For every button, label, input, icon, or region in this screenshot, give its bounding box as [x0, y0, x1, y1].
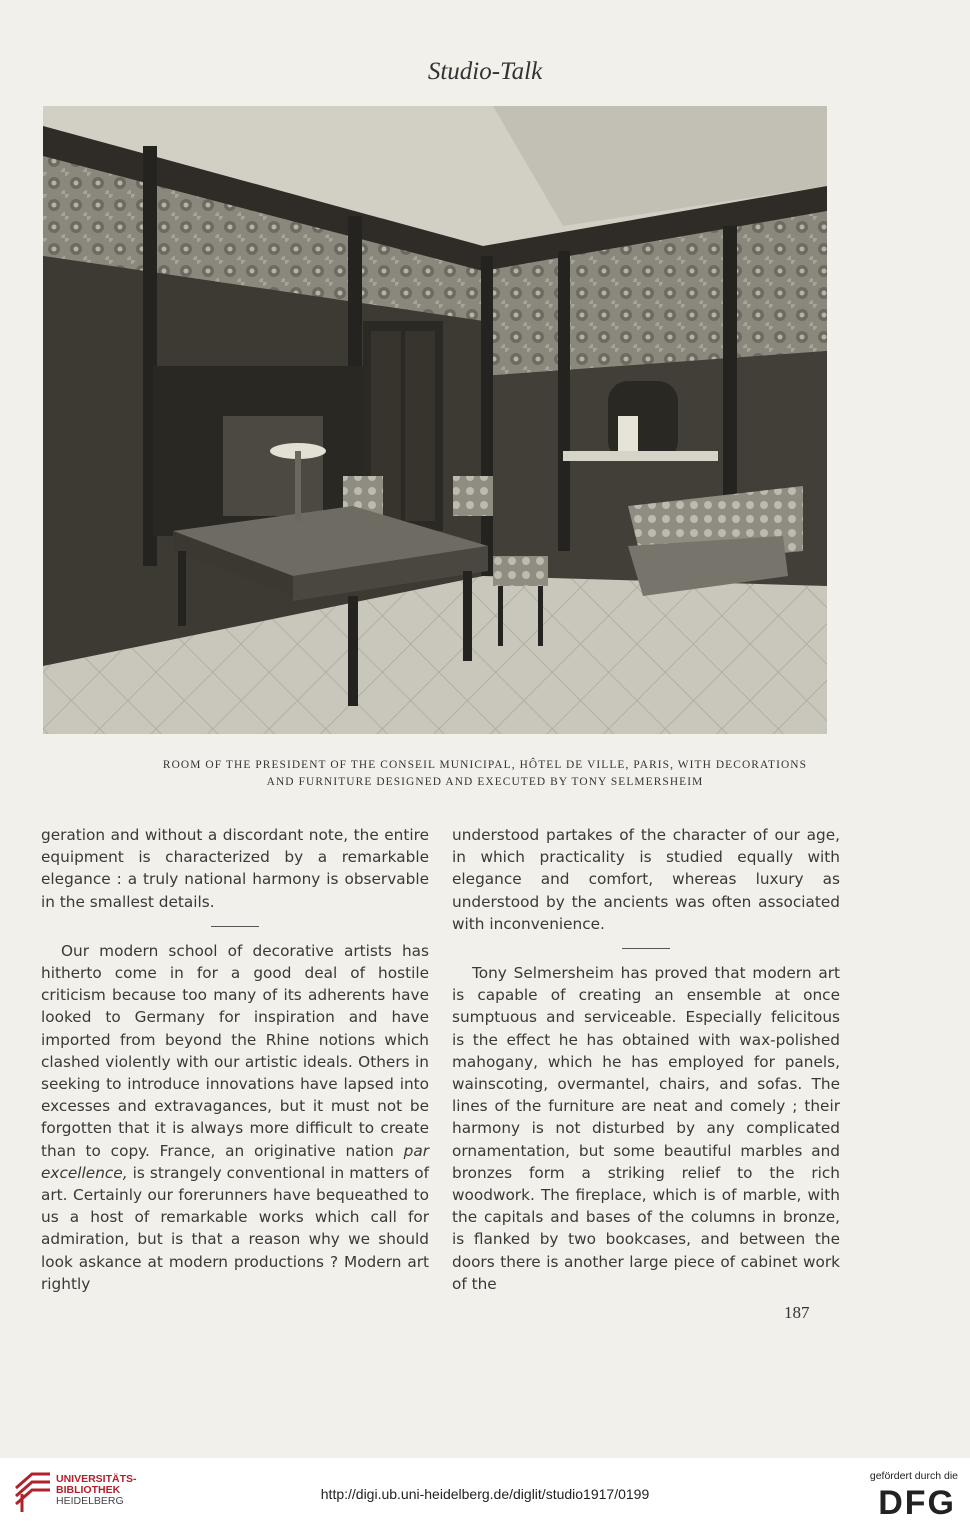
caption-line-1: ROOM OF THE PRESIDENT OF THE CONSEIL MUNICIPAL, HÔTEL DE VILLE, PARIS, WITH DECORATIONS: [162, 759, 808, 771]
section-divider: [211, 926, 259, 927]
dfg-logo: DFG: [878, 1484, 956, 1522]
left-paragraph-2-start: Our modern school of decorative artists has hitherto come in for a good deal of hostile criticism because too many of its adherents have looked to Germany for inspiration and have imported from beyond the Rhine notions which clashed violently with our artistic ideals. Others in seeking to introduce innovations have lapsed into excesses and extravagances, but it must not be forgotten that it is always more difficult to create than to copy. France, an originative nation: [41, 941, 429, 1160]
left-column: [41, 824, 429, 1295]
running-head: Studio-Talk: [427, 58, 543, 85]
interior-photograph: [43, 106, 827, 734]
digitization-footer: [0, 1458, 970, 1528]
library-name-line-1: UNIVERSITÄTS-: [56, 1473, 137, 1485]
section-divider: [622, 948, 670, 949]
left-paragraph-1: geration and without a discordant note, the entire equipment is characterized by a remarkable elegance : a truly national harmony is observable in the smallest details.: [41, 826, 429, 911]
page-number: 187: [784, 1303, 810, 1322]
source-url[interactable]: http://digi.ub.uni-heidelberg.de/diglit/studio1917/0199: [320, 1486, 650, 1502]
library-name-line-3: HEIDELBERG: [56, 1495, 124, 1507]
left-paragraph-2-end: is strangely conventional in matters of art. Certainly our forerunners have bequeathed to us a host of remarkable works which call for admiration, but is that a reason why we should look askance at modern productions ? Modern art rightly: [41, 1163, 429, 1293]
right-paragraph-2: Tony Selmersheim has proved that modern art is capable of creating an ensemble at once sumptuous and serviceable. Especially felicitous is the effect he has obtained with wax-polished mahogany, which he has employed for panels, wainscoting, overmantel, chairs, and sofas. The lines of the furniture are neat and comely ; their harmony is not disturbed by any complicated ornamentation, but some beautiful marbles and bronzes form a striking relief to the rich woodwork. The fireplace, which is of marble, with the capitals and bases of the columns in bronze, is flanked by two bookcases, and between the doors there is another large piece of cabinet work of the: [452, 964, 840, 1293]
figure-caption: [40, 757, 930, 791]
right-paragraph-1: understood partakes of the character of our age, in which practicality is studied equally with elegance and comfort, whereas luxury as understood by the ancients was often associated with inconvenience.: [452, 826, 840, 933]
caption-line-2: AND FURNITURE DESIGNED AND EXECUTED BY TONY SELMERSHEIM: [266, 776, 704, 788]
italic-phrase: par excellence,: [41, 1141, 429, 1182]
library-name-line-2: BIBLIOTHEK: [56, 1484, 121, 1496]
left-paragraph-2: [41, 940, 429, 1295]
right-column: [452, 824, 840, 1295]
room-illustration: [43, 106, 827, 734]
funded-by-label: gefördert durch die: [869, 1470, 958, 1482]
